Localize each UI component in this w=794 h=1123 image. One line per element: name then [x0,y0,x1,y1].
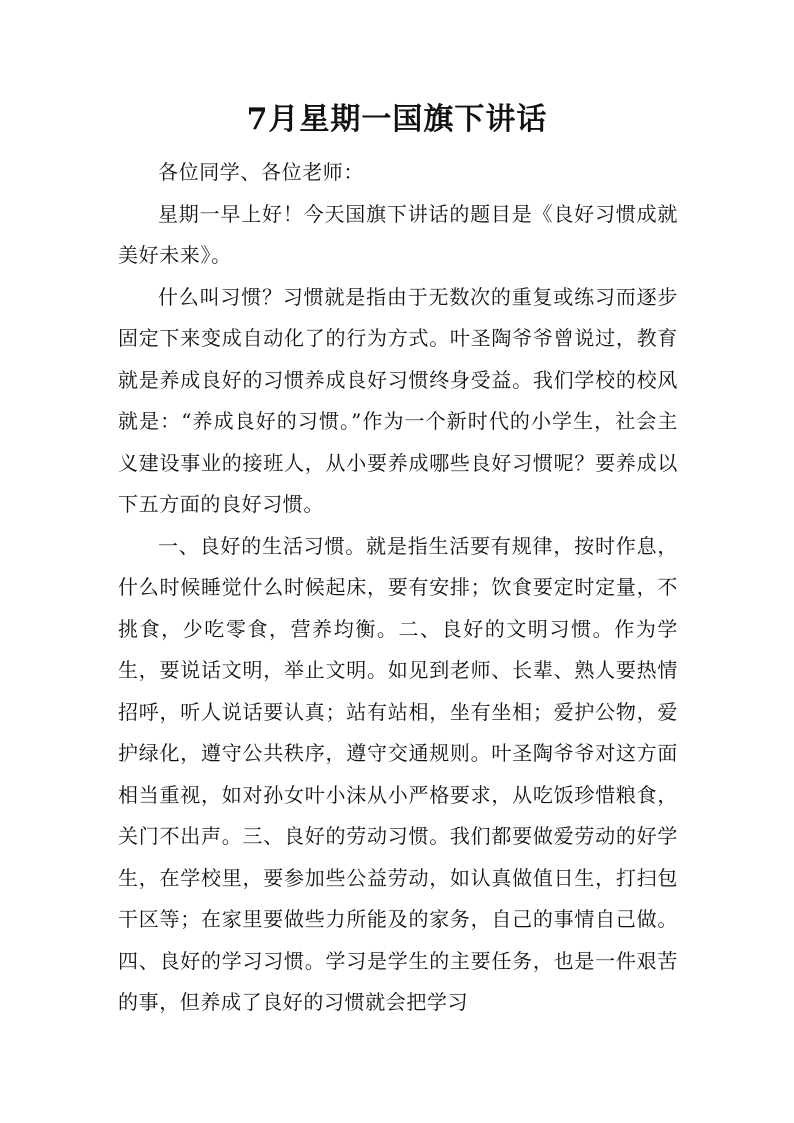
paragraph-five-habits: 一、良好的生活习惯。就是指生活要有规律，按时作息，什么时候睡觉什么时候起床，要有安排；饮食要定时定量，不挑食，少吃零食，营养均衡。二、良好的文明习惯。作为学生，要说话文明，举止文明。如见到老师、长辈、熟人要热情招呼，听人说话要认真；站有站相，坐有坐相；爱护公物，爱护绿化，遵守公共秩序，遵守交通规则。叶圣陶爷爷对这方面相当重视，如对孙女叶小沫从小严格要求，从吃饭珍惜粮食，关门不出声。三、良好的劳动习惯。我们都要做爱劳动的好学生，在学校里，要参加些公益劳动，如认真做值日生，打扫包干区等；在家里要做些力所能及的家务，自己的事情自己做。四、良好的学习习惯。学习是学生的主要任务，也是一件艰苦的事，但养成了良好的习惯就会把学习 [118,533,678,1014]
document-body [118,152,678,1024]
paragraph-greeting: 各位同学、各位老师： [158,160,364,184]
paragraph-topic: 星期一早上好！今天国旗下讲话的题目是《良好习惯成就美好未来》。 [118,201,678,267]
document-title: 7月星期一国旗下讲话 [246,102,548,137]
paragraph-habit-definition: 什么叫习惯？习惯就是指由于无数次的重复或练习而逐步固定下来变成自动化了的行为方式。叶圣陶爷爷曾说过，教育就是养成良好的习惯养成良好习惯终身受益。我们学校的校风就是：“养成良好的习惯。”作为一个新时代的小学生，社会主义建设事业的接班人，从小要养成哪些良好习惯呢？要养成以下五方面的良好习惯。 [118,284,678,516]
